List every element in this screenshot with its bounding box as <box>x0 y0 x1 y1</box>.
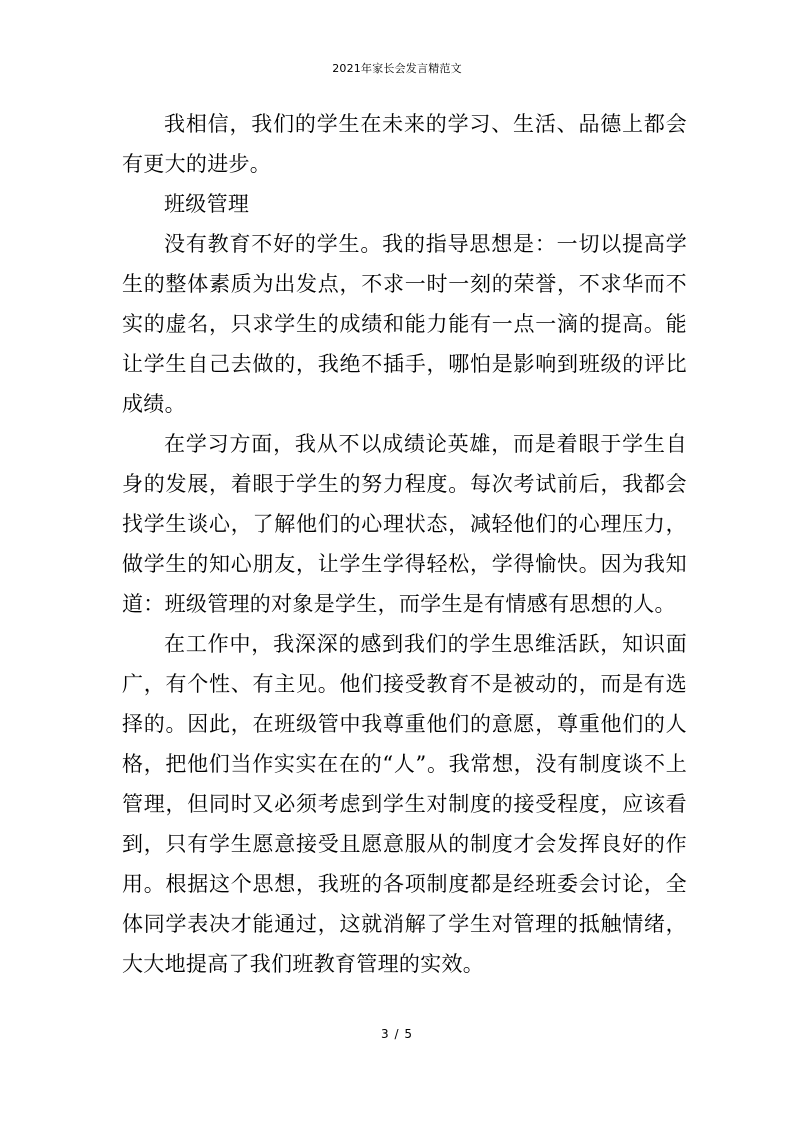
paragraph-learning-approach: 在学习方面，我从不以成绩论英雄，而是着眼于学生自身的发展，着眼于学生的努力程度。每次考试前后，我都会找学生谈心，了解他们的心理状态，减轻他们的心理压力，做学生的知心朋友，让学生学得轻松，学得愉快。因为我知道：班级管理的对象是学生，而学生是有情感有思想的人。 <box>122 432 687 616</box>
paragraph-progress: 我相信，我们的学生在未来的学习、生活、品德上都会有更大的进步。 <box>122 112 687 176</box>
paragraph-work-experience: 在工作中，我深深的感到我们的学生思维活跃，知识面广，有个性、有主见。他们接受教育不是被动的，而是有选择的。因此，在班级管中我尊重他们的意愿，尊重他们的人格，把他们当作实实在在的“人”。我常想，没有制度谈不上管理，但同时又必须考虑到学生对制度的接受程度，应该看到，只有学生愿意接受且愿意服从的制度才会发挥良好的作用。根据这个思想，我班的各项制度都是经班委会讨论，全体同学表决才能通过，这就消解了学生对管理的抵触情绪，大大地提高了我们班教育管理的实效。 <box>122 632 687 976</box>
section-heading-class-management: 班级管理 <box>164 192 250 216</box>
document-body <box>122 104 687 984</box>
page-number: 3 / 5 <box>381 1027 413 1041</box>
page-header-title: 2021年家长会发言精范文 <box>332 62 462 75</box>
paragraph-guiding-philosophy: 没有教育不好的学生。我的指导思想是：一切以提高学生的整体素质为出发点，不求一时一刻的荣誉，不求华而不实的虚名，只求学生的成绩和能力能有一点一滴的提高。能让学生自己去做的，我绝不插手，哪怕是影响到班级的评比成绩。 <box>122 232 687 416</box>
